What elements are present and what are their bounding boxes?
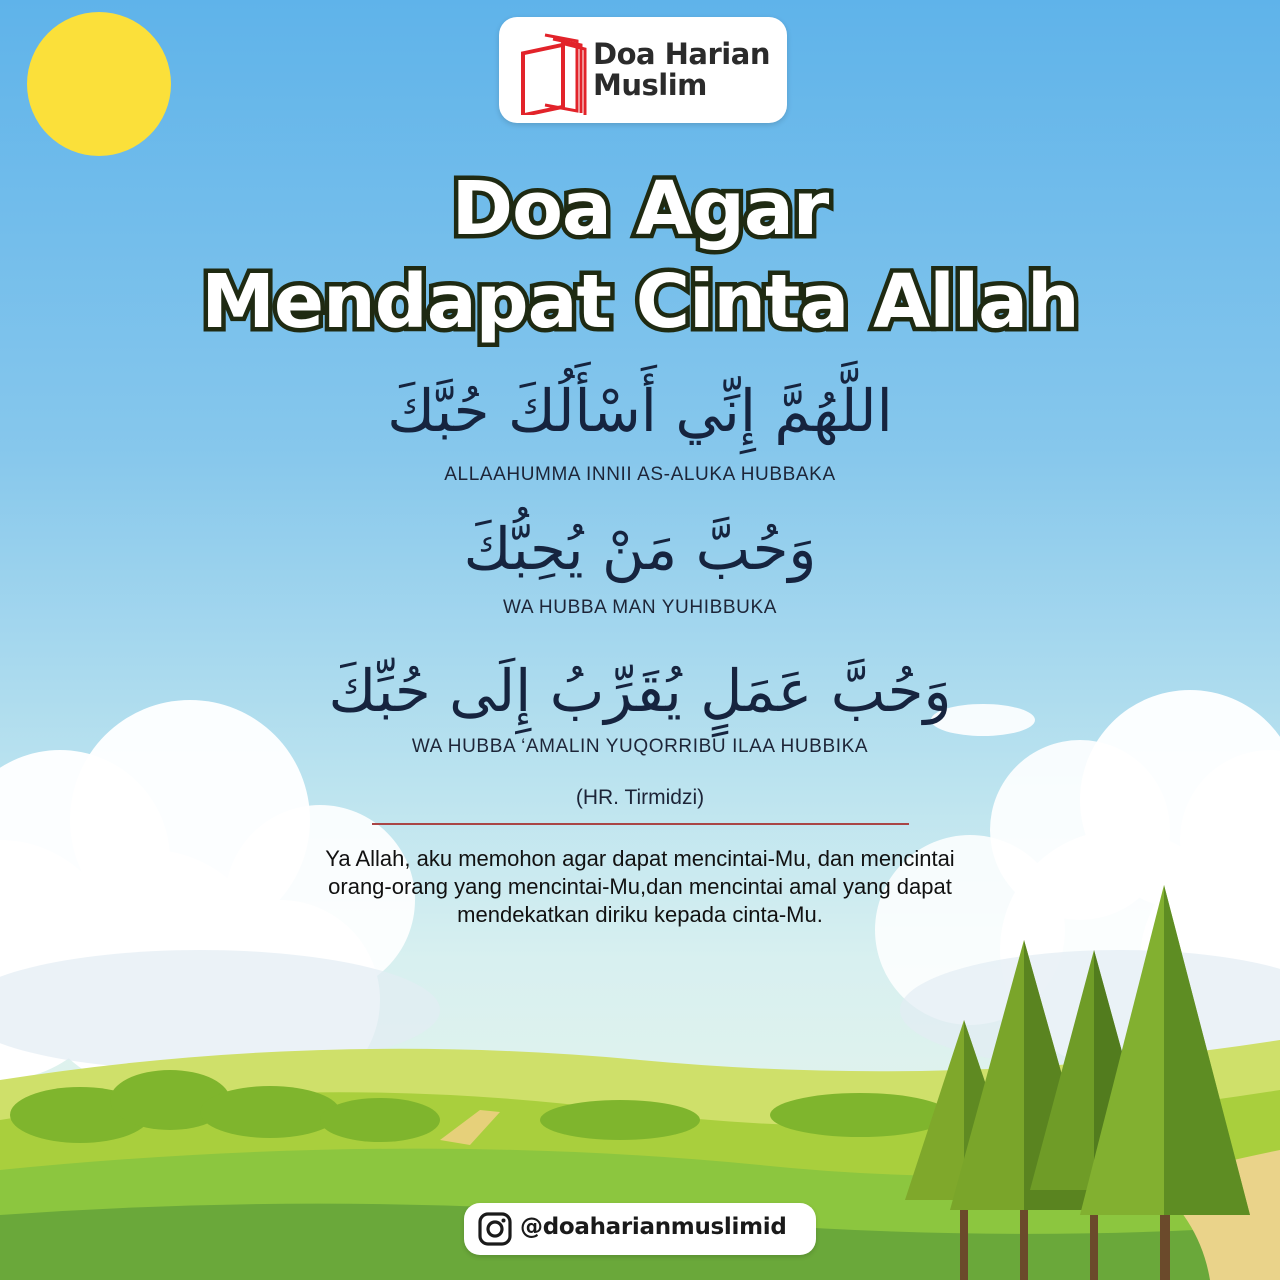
arabic-verse-2: وَحُبَّ مَنْ يُحِبُّكَ [463,515,817,583]
latin-verse-1: ALLAAHUMMA INNII AS-ALUKA HUBBAKA [444,464,836,485]
instagram-handle-pill[interactable] [464,1203,816,1255]
sun-illustration [27,12,171,156]
hadith-source: (HR. Tirmidzi) [575,786,705,809]
title-line-2: Mendapat Cinta Allah [201,259,1079,345]
instagram-handle: @doaharianmuslimid [520,1214,787,1240]
latin-verse-2: WA HUBBA MAN YUHIBBUKA [503,597,777,618]
book-icon [515,27,587,115]
latin-verse-3: WA HUBBA ‘AMALIN YUQORRIBU ILAA HUBBIKA [411,736,869,757]
title-line-1: Doa Agar [451,166,829,252]
divider-line [372,823,909,825]
arabic-verse-3: وَحُبَّ عَمَلٍ يُقَرِّبُ إِلَى حُبِّكَ [328,657,952,725]
arabic-verse-1: اللَّهُمَّ إِنِّي أَسْأَلُكَ حُبَّكَ [387,377,893,445]
translation-text: Ya Allah, aku memohon agar dapat mencintai-Mu, dan mencintai orang-orang yang mencintai-Mu,dan mencintai amal yang dapat mendekatkan diriku kepada cinta-Mu. [325,846,955,927]
brand-logo-card [499,17,787,123]
brand-name: Doa Harian Muslim [593,37,770,102]
instagram-icon [478,1212,512,1246]
